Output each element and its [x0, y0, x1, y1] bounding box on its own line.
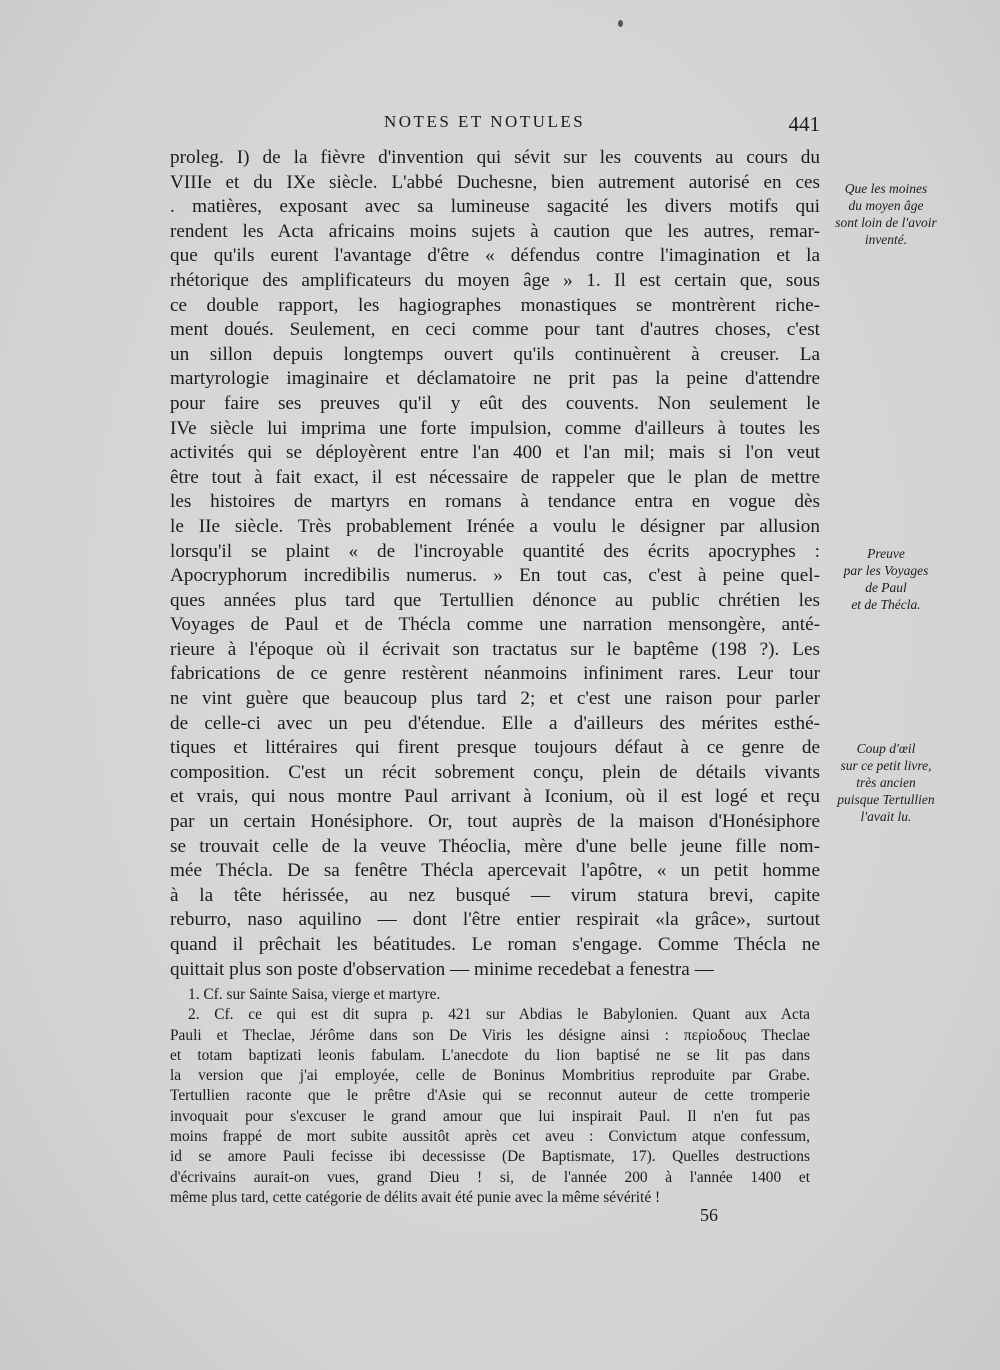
text-line: ques années plus tard que Tertullien dénonce au public chrétien les	[170, 589, 820, 611]
text-line: Apocryphorum incredibilis numerus. » En tout cas, c'est à peine quel-	[170, 565, 820, 587]
margin-note-line: l'avait lu.	[860, 809, 912, 824]
running-header	[170, 110, 820, 138]
margin-note-line: puisque Tertullien	[837, 792, 935, 807]
text-line: reburro, naso aquilino — dont l'être entier respirait «la grâce», surtout	[170, 909, 820, 931]
text-line: ne vint guère que beaucoup plus tard 2; et c'est une raison pour parler	[170, 688, 820, 710]
margin-note-line: sur ce petit livre,	[840, 758, 932, 773]
text-line: de celle-ci avec un peu d'étendue. Elle a d'ailleurs des mérites esthé-	[170, 712, 820, 734]
margin-note-line: inventé.	[864, 232, 908, 247]
footnote-line: et totam baptizati leonis fabulam. L'anecdote du lion baptisé ne se lit pas dans	[170, 1046, 810, 1064]
text-line: tiques et littéraires qui firent presque toujours défaut à ce genre de	[170, 737, 820, 759]
margin-note-line: sont loin de l'avoir	[835, 215, 937, 230]
margin-note-line: Que les moines	[844, 181, 928, 196]
text-line: martyrologie imaginaire et déclamatoire ne prit pas la peine d'attendre	[170, 368, 820, 390]
text-line: quittait plus son poste d'observation — minime recedebat a fenestra —	[170, 958, 714, 980]
text-line: être tout à fait exact, il est nécessaire de rappeler que le plan de mettre	[170, 466, 820, 488]
text-line: fabrications de ce genre restèrent néanmoins infiniment rares. Leur tour	[170, 663, 820, 685]
text-line: IVe siècle lui imprima une forte impulsion, comme d'ailleurs à toutes les	[170, 417, 820, 439]
text-line: . matières, exposant avec sa lumineuse sagacité les divers motifs qui	[170, 196, 820, 218]
text-line: rhétorique des amplificateurs du moyen âge » 1. Il est certain que, sous	[170, 269, 820, 291]
text-line: se trouvait celle de la veuve Théoclia, mère d'une belle jeune fille nom-	[170, 835, 820, 857]
text-line: rieure à l'époque où il écrivait son tractatus sur le baptême (198 ?). Les	[170, 638, 820, 660]
signature-mark: 56	[700, 1205, 718, 1225]
footnote-line: Tertullien raconte que le prêtre d'Asie qui se reconnut auteur de cette tromperie	[170, 1087, 810, 1105]
footnote-line: la version que j'ai employée, celle de Boninus Mombritius reproduite par Grabe.	[170, 1067, 810, 1085]
footnote-line: 1. Cf. sur Sainte Saisa, vierge et martyre.	[188, 986, 441, 1003]
text-line: composition. C'est un récit sobrement conçu, plein de détails vivants	[170, 761, 820, 783]
footnotes	[170, 985, 810, 1208]
text-line: activités qui se déployèrent entre l'an 400 et l'an mil; mais si l'on veut	[170, 442, 820, 464]
margin-note-line: Preuve	[867, 546, 905, 561]
margin-note-line: du moyen âge	[848, 198, 924, 213]
text-line: VIIIe et du IXe siècle. L'abbé Duchesne, bien autrement autorisé en ces	[170, 171, 820, 193]
margin-note-line: et de Thécla.	[851, 597, 921, 612]
text-line: et vrais, qui nous montre Paul arrivant à Iconium, où il est logé et reçu	[170, 786, 820, 808]
page-number: 441	[788, 112, 820, 136]
text-line: les histoires de martyrs en romans à tendance entra en vogue dès	[170, 491, 820, 513]
text-line: pour faire ses preuves qu'il y eût des couvents. Non seulement le	[170, 392, 820, 414]
footnote-line: 2. Cf. ce qui est dit supra p. 421 sur Abdias le Babylonien. Quant aux Acta	[188, 1006, 810, 1024]
text-line: lorsqu'il se plaint « de l'incroyable quantité des écrits apocryphes :	[170, 540, 820, 562]
text-line: Voyages de Paul et de Thécla comme une narration mensongère, anté-	[170, 614, 820, 636]
text-line: rendent les Acta africains moins sujets à caution que les autres, remar-	[170, 220, 820, 242]
text-line: à la tête hérissée, au nez busqué — virum statura brevi, capite	[170, 884, 820, 906]
text-line: mée Thécla. De sa fenêtre Thécla apercevait l'apôtre, « un petit homme	[170, 860, 820, 882]
text-line: par un certain Honésiphore. Or, tout auprès de la maison d'Honésiphore	[170, 811, 820, 833]
text-line: ment doués. Seulement, en ceci comme pour tant d'autres choses, c'est	[170, 319, 820, 341]
footnote-line: moins frappé de mort subite aussitôt après cet aveu : Convictum atque confessum,	[170, 1128, 810, 1146]
margin-note-preuve	[822, 545, 950, 613]
margin-note-line: par les Voyages	[843, 563, 929, 578]
margin-note-moines	[822, 180, 950, 248]
footnote-line: invoquait pour s'excuser le grand amour que lui inspirait Paul. Il n'en fut pas	[170, 1107, 810, 1125]
text-line: ce double rapport, les hagiographes monastiques se montrèrent riche-	[170, 294, 820, 316]
text-line: un sillon depuis longtemps ouvert qu'ils continuèrent à creuser. La	[170, 343, 820, 365]
running-title: NOTES ET NOTULES	[384, 112, 586, 131]
footnote-line: id se amore Pauli fecisse ibi decessisse (De Baptismate, 17). Quelles destructions	[170, 1148, 810, 1166]
text-line: proleg. I) de la fièvre d'invention qui sévit sur les couvents au cours du	[170, 147, 820, 168]
footnote-line: Pauli et Theclae, Jérôme dans son De Viris les désigne ainsi : περίοδους Theclae	[170, 1026, 810, 1044]
text-line: que qu'ils eurent l'avantage d'être « défendus contre l'imagination et la	[170, 245, 820, 267]
main-text	[170, 146, 820, 982]
text-line: quand il prêchait les béatitudes. Le roman s'engage. Comme Thécla ne	[170, 934, 820, 955]
text-line: le IIe siècle. Très probablement Irénée a voulu le désigner par allusion	[170, 515, 820, 537]
footnote-line: d'écrivains aurait-on vues, grand Dieu ! si, de l'année 200 à l'année 1400 et	[170, 1168, 810, 1186]
margin-note-line: de Paul	[865, 580, 907, 595]
footnote-line: même plus tard, cette catégorie de délits avait été punie avec la même sévérité !	[170, 1188, 661, 1206]
paper-speck	[618, 20, 623, 27]
margin-note-line: très ancien	[856, 775, 916, 790]
margin-note-coup-doeil	[822, 740, 950, 825]
margin-note-line: Coup d'œil	[856, 741, 916, 756]
